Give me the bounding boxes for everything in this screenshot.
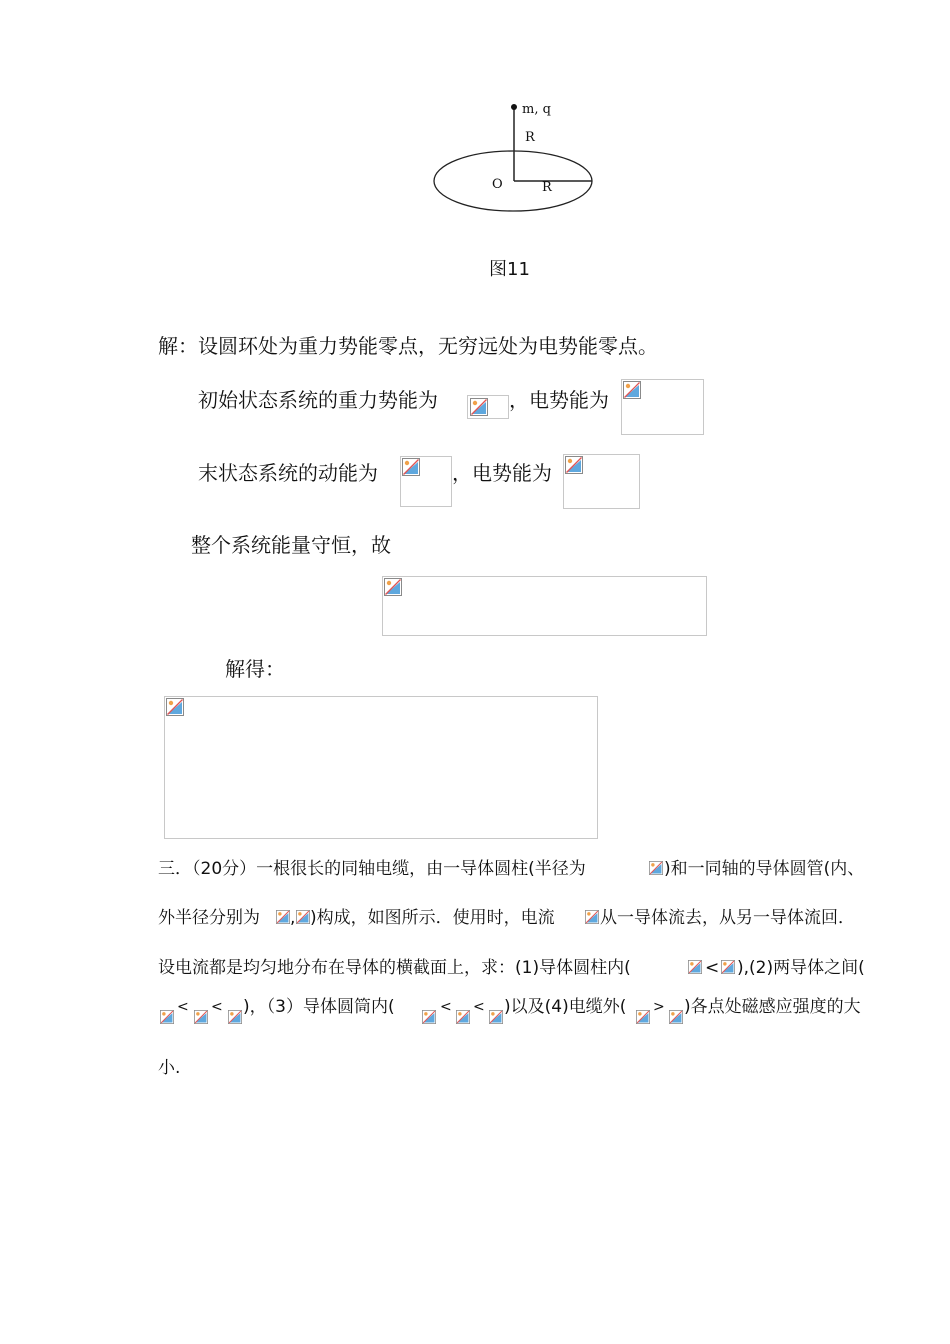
initial-electric-energy-formula-image xyxy=(621,379,704,435)
less-than-1: < xyxy=(705,958,720,978)
broken-image-icon xyxy=(402,458,420,476)
r2-image-icon xyxy=(228,1010,242,1024)
horizontal-radius-label: R xyxy=(542,180,552,195)
problem3-line3-start: 设电流都是均匀地分布在导体的横截面上，求：(1)导体圆柱内( xyxy=(158,958,631,978)
mass-charge-label: m, q xyxy=(522,102,551,117)
r3-image-icon xyxy=(489,1010,503,1024)
broken-image-icon xyxy=(623,381,641,399)
result-label: 解得： xyxy=(225,657,285,681)
figure-caption: 图11 xyxy=(489,259,530,280)
broken-image-icon xyxy=(470,398,488,416)
problem3-line5: 小. xyxy=(158,1058,181,1078)
problem3-line2-end: 从一导体流去，从另一导体流回． xyxy=(600,908,855,928)
current-i-image-icon xyxy=(585,910,599,924)
solution-intro: 解：设圆环处为重力势能零点，无穷远处为电势能零点。 xyxy=(158,334,658,358)
less-than-2: < xyxy=(177,999,189,1015)
problem3-line4-b: )以及(4)电缆外( xyxy=(504,997,627,1017)
greater-than-1: > xyxy=(653,999,665,1015)
r-image-icon xyxy=(688,960,702,974)
problem3-line3-mid: ),(2)两导体之间( xyxy=(737,958,865,978)
final-state-prefix: 末状态系统的动能为 xyxy=(198,461,378,485)
problem3-line1-end: )和一同轴的导体圆管(内、 xyxy=(664,859,865,879)
problem3-line4-c: )各点处磁感应强度的大 xyxy=(684,997,861,1017)
less-than-3: < xyxy=(211,999,223,1015)
problem3-line2-comma: , xyxy=(290,908,296,928)
final-state-mid: ，电势能为 xyxy=(452,461,552,485)
initial-gravity-energy-formula-image xyxy=(467,395,509,419)
r1-image-icon xyxy=(721,960,735,974)
problem3-line2-mid: )构成，如图所示．使用时，电流 xyxy=(310,908,555,928)
initial-state-mid: ，电势能为 xyxy=(509,388,609,412)
vertical-radius-label: R xyxy=(525,130,535,145)
broken-image-icon xyxy=(384,578,402,596)
radius-r2-image-icon xyxy=(276,910,290,924)
less-than-4: < xyxy=(440,999,452,1015)
problem3-line4-a: )，（3）导体圆筒内( xyxy=(243,997,395,1017)
radius-r3-image-icon xyxy=(296,910,310,924)
problem3-line1: 三．（20分）一根很长的同轴电缆，由一导体圆柱(半径为 xyxy=(158,859,586,879)
r3-image-icon xyxy=(669,1010,683,1024)
r2-image-icon xyxy=(422,1010,436,1024)
energy-equation-image xyxy=(382,576,707,636)
center-label: O xyxy=(492,177,503,192)
charged-particle-dot xyxy=(511,104,517,110)
initial-state-prefix: 初始状态系统的重力势能为 xyxy=(198,388,438,412)
r-image-icon xyxy=(194,1010,208,1024)
r-image-icon xyxy=(636,1010,650,1024)
result-formula-image xyxy=(164,696,598,839)
less-than-5: < xyxy=(473,999,485,1015)
final-kinetic-energy-formula-image xyxy=(400,456,452,507)
broken-image-icon xyxy=(565,456,583,474)
r1-image-icon xyxy=(160,1010,174,1024)
radius-r1-image-icon xyxy=(649,861,663,875)
broken-image-icon xyxy=(166,698,184,716)
problem3-line2-start: 外半径分别为 xyxy=(158,908,260,928)
energy-conservation-text: 整个系统能量守恒，故 xyxy=(191,533,391,557)
final-electric-energy-formula-image xyxy=(563,454,640,509)
figure-11-diagram xyxy=(420,95,610,220)
r-image-icon xyxy=(456,1010,470,1024)
